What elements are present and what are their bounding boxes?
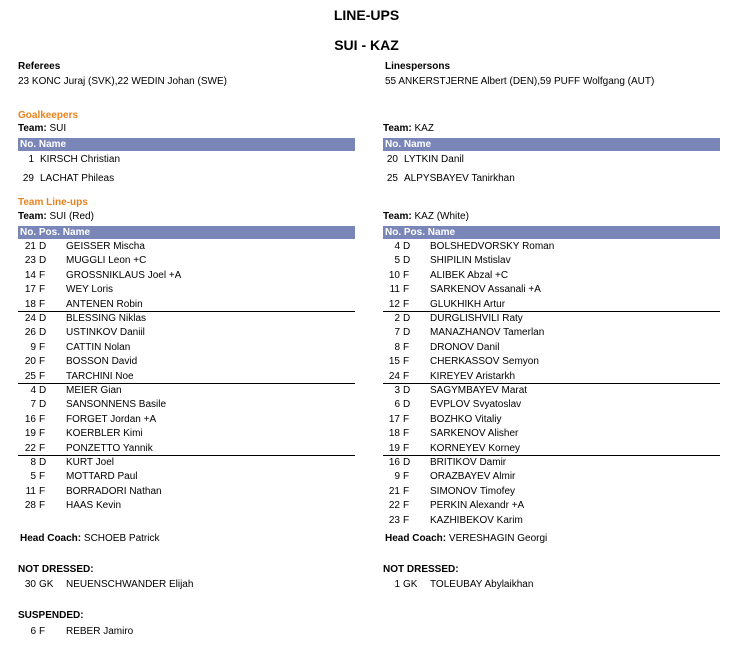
player-name: KOERBLER Kimi [66, 428, 143, 440]
player-name: ALPYSBAYEV Tanirkhan [404, 173, 515, 184]
player-name: DURGLISHVILI Raty [430, 313, 523, 324]
player-number: 25 [386, 173, 398, 184]
player-number: 21 [388, 485, 400, 497]
player-position: F [39, 284, 46, 296]
player-row [18, 240, 348, 254]
player-number: 23 [24, 255, 36, 267]
player-name: TARCHINI Noe [66, 370, 134, 382]
player-name: ALIBEK Abzal +C [430, 269, 509, 281]
player-position: F [39, 428, 46, 440]
player-position: F [403, 428, 410, 440]
player-row [382, 355, 712, 369]
player-name: HAAS Kevin [66, 500, 122, 512]
player-name: KIRSCH Christian [40, 154, 121, 165]
player-row [382, 514, 712, 528]
player-name: CATTIN Nolan [66, 341, 131, 353]
player-number: 22 [388, 500, 400, 512]
player-row [382, 370, 712, 384]
player-row [18, 269, 348, 283]
player-row [382, 398, 712, 412]
not-dressed-right-label: NOT DRESSED: [383, 564, 459, 575]
player-number: 21 [24, 241, 36, 252]
player-number: 10 [388, 269, 400, 281]
player-number: 20 [386, 154, 398, 165]
linespersons-value: 55 ANKERSTJERNE Albert (DEN),59 PUFF Wolfgang (AUT) [385, 76, 655, 87]
player-row [382, 326, 712, 340]
gk-left-team [18, 123, 66, 134]
player-position: F [403, 500, 410, 512]
player-name: KURT Joel [66, 457, 114, 468]
player-number: 14 [24, 269, 36, 281]
player-number: 8 [30, 457, 36, 468]
player-number: 16 [24, 413, 36, 425]
lineups-section-label: Team Line-ups [18, 197, 88, 208]
player-row [382, 578, 712, 592]
player-number: 5 [30, 471, 36, 483]
player-position: F [39, 485, 46, 497]
player-number: 24 [24, 313, 36, 324]
player-number: 26 [24, 327, 36, 339]
not-dressed-left-label: NOT DRESSED: [18, 564, 94, 575]
player-row [18, 427, 348, 441]
player-name: SAGYMBAYEV Marat [430, 385, 528, 396]
player-position: F [39, 341, 46, 353]
page-title: LINE-UPS [333, 7, 400, 23]
player-name: USTINKOV Daniil [66, 327, 145, 339]
player-position: F [39, 370, 46, 382]
player-position: GK [39, 579, 54, 590]
player-name: WEY Loris [66, 284, 114, 296]
player-row [382, 384, 712, 398]
player-name: TOLEUBAY Abylaikhan [430, 579, 534, 590]
player-name: SIMONOV Timofey [430, 485, 516, 497]
player-row [18, 355, 348, 369]
player-name: BOZHKO Vitaliy [430, 413, 502, 425]
player-number: 17 [388, 413, 400, 425]
player-row [18, 470, 348, 484]
player-name: SHIPILIN Mstislav [430, 255, 511, 267]
suspended-label: SUSPENDED: [18, 610, 84, 621]
team-name: KAZ [414, 123, 434, 134]
player-name: GLUKHIKH Artur [430, 298, 506, 310]
player-position: F [39, 413, 46, 425]
player-row [382, 413, 712, 427]
player-name: REBER Jamiro [66, 626, 134, 637]
player-row [18, 499, 348, 513]
team-label: Team: [383, 123, 412, 134]
player-number: 17 [24, 284, 36, 296]
player-position: D [39, 313, 47, 324]
player-name: BOSSON David [66, 356, 138, 368]
player-row [382, 269, 712, 283]
goalkeeper-row [18, 153, 348, 167]
player-row [382, 470, 712, 484]
head-coach-right [385, 533, 547, 544]
player-name: FORGET Jordan +A [66, 413, 157, 425]
player-number: 5 [394, 255, 400, 267]
player-name: MANAZHANOV Tamerlan [430, 327, 545, 339]
goalkeeper-row [382, 153, 712, 167]
player-row [18, 283, 348, 297]
player-row [382, 499, 712, 513]
player-position: D [403, 385, 411, 396]
player-name: BOLSHEDVORSKY Roman [430, 241, 555, 252]
lineup-left-header: No. Pos. Name [18, 226, 355, 239]
match-title: SUI - KAZ [334, 37, 399, 53]
player-number: 18 [388, 428, 400, 440]
player-number: 11 [25, 485, 36, 497]
player-row [18, 456, 348, 470]
player-number: 4 [30, 385, 36, 396]
player-row [18, 370, 348, 384]
player-name: NEUENSCHWANDER Elijah [66, 579, 194, 590]
referees-value: 23 KONC Juraj (SVK),22 WEDIN Johan (SWE) [18, 76, 227, 87]
player-position: F [403, 341, 410, 353]
player-name: MEIER Gian [66, 385, 122, 396]
player-position: F [403, 514, 410, 526]
player-name: BRITIKOV Damir [430, 457, 507, 468]
player-row [382, 341, 712, 355]
player-row [18, 254, 348, 268]
team-label: Team: [18, 211, 47, 222]
player-name: GEISSER Mischa [66, 241, 145, 252]
player-position: D [403, 241, 411, 252]
player-number: 18 [24, 298, 36, 310]
team-name: SUI [49, 123, 67, 134]
player-position: D [403, 457, 411, 468]
player-position: D [39, 385, 47, 396]
player-row [382, 485, 712, 499]
player-number: 30 [24, 579, 36, 590]
player-name: MUGGLI Leon +C [66, 255, 147, 267]
player-position: D [403, 255, 411, 267]
player-number: 9 [30, 341, 36, 353]
player-name: ORAZBAYEV Almir [430, 471, 516, 483]
player-number: 23 [388, 514, 400, 526]
player-name: MOTTARD Paul [66, 471, 138, 483]
player-position: F [403, 442, 410, 454]
player-position: F [403, 269, 410, 281]
player-number: 28 [24, 500, 36, 512]
player-row [382, 298, 712, 312]
player-position: D [39, 457, 47, 468]
player-row [382, 442, 712, 456]
player-name: SARKENOV Assanali +A [430, 284, 541, 296]
goalkeeper-row [382, 172, 712, 186]
player-position: F [39, 626, 46, 637]
player-row [382, 456, 712, 470]
player-row [382, 312, 712, 326]
player-row [382, 283, 712, 297]
player-position: D [39, 327, 47, 339]
player-position: D [39, 399, 47, 411]
player-number: 29 [22, 173, 34, 184]
player-name: GROSSNIKLAUS Joel +A [66, 269, 182, 281]
player-number: 8 [394, 341, 400, 353]
player-position: F [403, 298, 410, 310]
player-position: D [403, 399, 411, 411]
player-number: 11 [389, 284, 400, 296]
player-row [18, 625, 348, 639]
player-name: LACHAT Phileas [40, 173, 115, 184]
goalkeepers-section-label: Goalkeepers [18, 110, 79, 121]
player-number: 3 [394, 385, 400, 396]
player-position: F [403, 471, 410, 483]
team-name: KAZ (White) [414, 211, 469, 222]
player-row [18, 398, 348, 412]
player-position: F [403, 356, 410, 368]
head-coach-label: Head Coach: [385, 533, 447, 544]
player-number: 19 [24, 428, 36, 440]
team-name: SUI (Red) [49, 211, 94, 222]
gk-left-header: No. Name [18, 138, 355, 151]
gk-right-header: No. Name [383, 138, 720, 151]
player-position: F [39, 356, 46, 368]
player-name: SANSONNENS Basile [66, 399, 167, 411]
head-coach-name: VERESHAGIN Georgi [448, 533, 548, 544]
player-position: F [39, 442, 46, 454]
player-number: 2 [394, 313, 400, 324]
player-position: F [39, 298, 46, 310]
player-row [18, 485, 348, 499]
player-position: F [403, 284, 410, 296]
player-row [18, 298, 348, 312]
player-number: 25 [24, 370, 36, 382]
player-number: 6 [30, 626, 36, 637]
player-position: D [39, 241, 47, 252]
player-name: DRONOV Danil [430, 341, 500, 353]
player-number: 19 [388, 442, 400, 454]
player-name: KAZHIBEKOV Karim [430, 514, 523, 526]
player-number: 7 [394, 327, 400, 339]
player-number: 15 [388, 356, 400, 368]
player-name: KIREYEV Aristarkh [430, 370, 516, 382]
player-row [382, 254, 712, 268]
player-row [18, 413, 348, 427]
player-name: KORNEYEV Korney [430, 442, 521, 454]
lineup-right-header: No. Pos. Name [383, 226, 720, 239]
player-row [18, 384, 348, 398]
referees-label: Referees [18, 61, 61, 72]
head-coach-name: SCHOEB Patrick [83, 533, 160, 544]
player-position: D [39, 255, 47, 267]
player-row [18, 326, 348, 340]
player-position: F [39, 471, 46, 483]
gk-right-team [383, 123, 434, 134]
goalkeeper-row [18, 172, 348, 186]
player-number: 16 [388, 457, 400, 468]
player-number: 9 [394, 471, 400, 483]
player-number: 12 [388, 298, 400, 310]
player-position: F [403, 413, 410, 425]
player-position: F [39, 269, 46, 281]
linespersons-label: Linespersons [385, 61, 451, 72]
team-label: Team: [18, 123, 47, 134]
player-position: D [403, 327, 411, 339]
player-row [18, 578, 348, 592]
player-position: GK [403, 579, 418, 590]
team-label: Team: [383, 211, 412, 222]
player-name: PERKIN Alexandr +A [430, 500, 525, 512]
player-number: 7 [30, 399, 36, 411]
player-row [382, 240, 712, 254]
player-name: BLESSING Niklas [66, 313, 147, 324]
player-row [18, 442, 348, 456]
player-position: F [403, 485, 410, 497]
player-position: D [403, 313, 411, 324]
player-number: 6 [394, 399, 400, 411]
player-name: ANTENEN Robin [66, 298, 143, 310]
player-number: 1 [28, 154, 34, 165]
player-number: 22 [24, 442, 36, 454]
player-position: F [39, 500, 46, 512]
player-position: F [403, 370, 410, 382]
player-number: 1 [394, 579, 400, 590]
player-row [382, 427, 712, 441]
lineup-right-team [383, 211, 469, 222]
player-name: SARKENOV Alisher [430, 428, 519, 440]
player-name: BORRADORI Nathan [66, 485, 162, 497]
head-coach-left [20, 533, 159, 544]
player-number: 4 [394, 241, 400, 252]
player-name: CHERKASSOV Semyon [430, 356, 539, 368]
lineup-left-team [18, 211, 94, 222]
player-row [18, 341, 348, 355]
player-number: 20 [24, 356, 36, 368]
player-number: 24 [388, 370, 400, 382]
player-name: EVPLOV Svyatoslav [430, 399, 522, 411]
player-name: PONZETTO Yannik [66, 442, 153, 454]
head-coach-label: Head Coach: [20, 533, 82, 544]
player-row [18, 312, 348, 326]
player-name: LYTKIN Danil [404, 154, 464, 165]
